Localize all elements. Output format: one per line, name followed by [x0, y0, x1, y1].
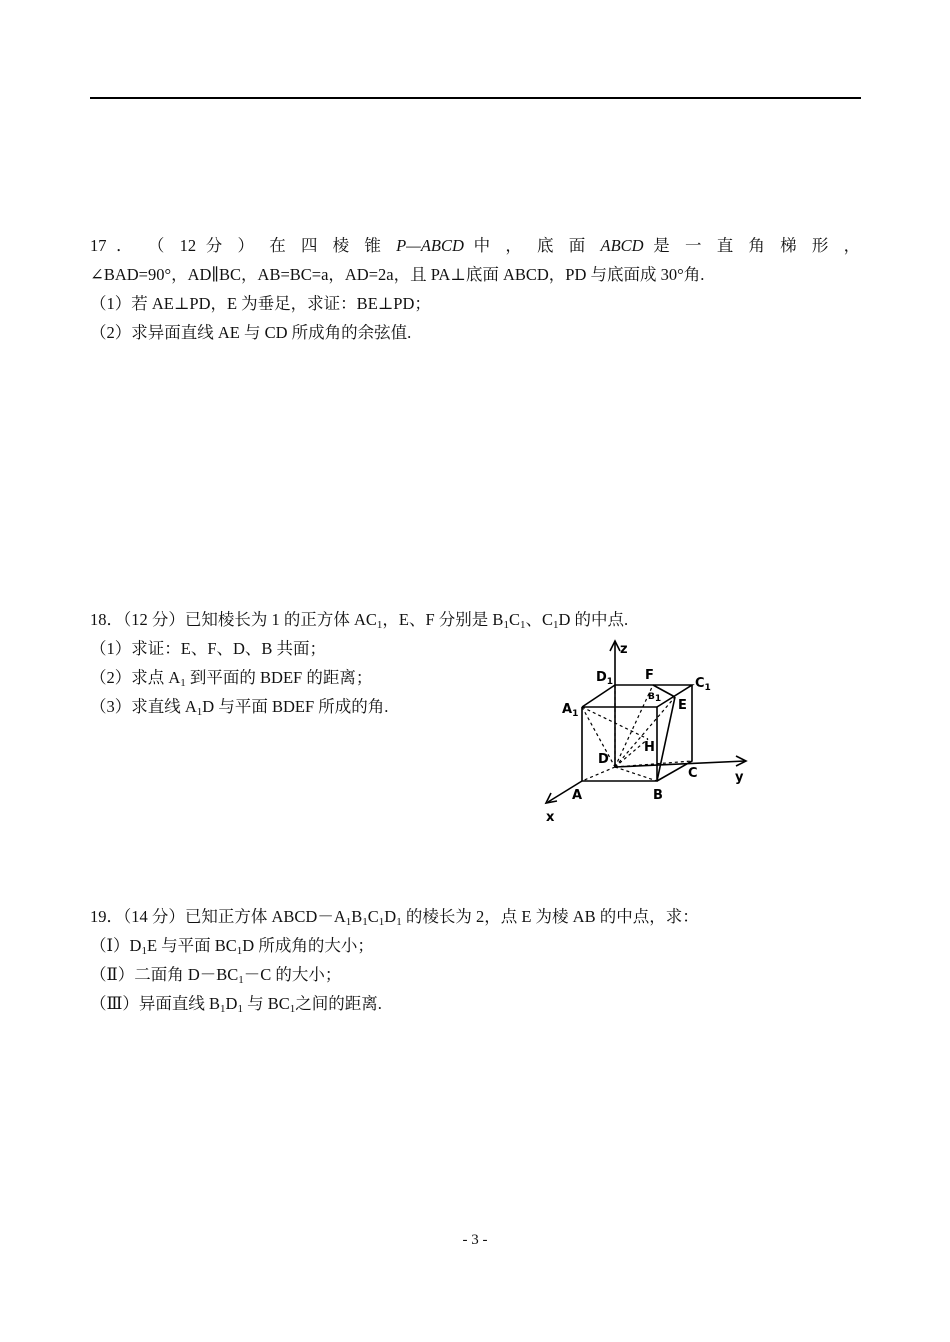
q19-part2: （Ⅱ）二面角 $D-BC_1-C$ 的大小； [90, 965, 342, 986]
label-c1: $C_1$ [695, 676, 711, 693]
label-e: E [678, 698, 687, 713]
q17-line1: 17 ． （ 12 分 ） 在 四 棱 锥 P—ABCD 中 ， 底 面 ABCD 是 一 直 角 梯 形 ， [90, 236, 861, 255]
label-h: H [644, 740, 655, 755]
header-rule [90, 97, 861, 99]
label-d1: $D_1$ [596, 670, 614, 687]
q19-part1: $(Ⅰ)D_1E$ 与平面 $BC_1D$ 所成角的大小； [90, 936, 374, 957]
page-number: - 3 - [462, 1232, 488, 1248]
label-b1: B1 [648, 692, 662, 704]
q18-part3: （3）求直线 $A_1D$ 与平面 BDEF 所成的角. [90, 697, 389, 718]
y-axis [615, 761, 745, 767]
q18-part2: （2）求点 $A_1$ 到平面的 BDEF 的距离； [90, 668, 373, 689]
hidden-edge-da [582, 767, 615, 781]
label-f: F [645, 668, 654, 683]
cube-top-face [582, 685, 692, 707]
q18-part1: （1）求证：E、F、D、B 共面； [90, 639, 327, 658]
q17-part2: （2）求异面直线 AE 与 CD 所成角的余弦值. [90, 323, 412, 342]
label-y: y [735, 770, 744, 785]
label-a1: $A_1$ [562, 702, 579, 719]
hidden-edge-db [615, 767, 657, 781]
label-a: A [572, 788, 583, 803]
q17-part1: （1）若 AE⊥PD，E 为垂足，求证：BE⊥PD； [90, 294, 431, 313]
edge-be [657, 697, 675, 781]
q18-line1: 18．（12 分）已知棱长为 1 的正方体 $AC_1$，E、F 分别是 $B_1C_1$、$C_1D$ 的中点. [90, 610, 629, 631]
label-z: z [620, 642, 628, 657]
label-c: C [688, 766, 698, 781]
label-x: x [546, 810, 555, 825]
q17-line2: ∠BAD=90°，AD∥BC，AB=BC=a，AD=2a，且 PA⊥底面 ABCD，PD 与底面成 30°角. [90, 265, 705, 284]
q19-line1: 19．（14 分）已知正方体 $ABCD-A_1B_1C_1D_1$ 的棱长为 2，点 E 为棱 AB 的中点，求： [90, 907, 699, 928]
q19-part3: （Ⅲ）异面直线 $B_1D_1$ 与 $BC_1$之间的距离. [90, 994, 382, 1015]
label-d: D [598, 752, 609, 767]
cube-figure [540, 637, 760, 827]
label-b: B [653, 788, 663, 803]
